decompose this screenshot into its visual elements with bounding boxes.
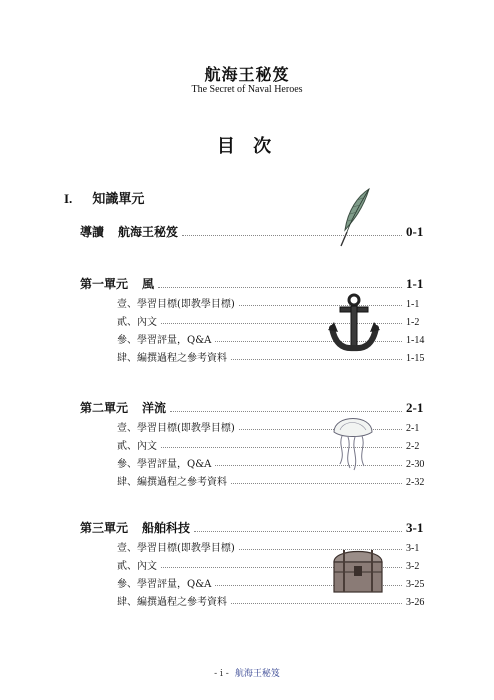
toc-row-intro[interactable] [0,222,494,240]
part-number: I. [64,191,73,206]
intro-title: 航海王秘笈 [118,225,179,239]
sub-page: 1-14 [406,335,425,346]
intro-page: 0-1 [406,224,424,239]
sub-label: 貳、內文 [117,441,157,452]
dot-leader [231,359,402,360]
sub-page: 3-2 [406,561,420,572]
toc-row-sub[interactable] [0,536,494,554]
toc-row-unit-3[interactable] [0,518,494,536]
footer-text: 航海王秘笈 [234,669,280,679]
sub-label: 貳、內文 [117,317,157,328]
sub-label: 參、學習評量，Q&A [117,579,212,590]
toc-row-sub[interactable] [0,292,494,310]
dot-leader [158,287,402,288]
sub-label: 肆、編撰過程之參考資料 [117,477,227,488]
sub-label: 壹、學習目標(即教學目標) [117,423,235,434]
document-subtitle: The Secret of Naval Heroes [191,84,303,95]
toc-row-sub[interactable] [0,554,494,572]
footer-page-number: - i - [214,669,229,679]
unit-page: 2-1 [406,400,424,415]
unit-page: 3-1 [406,520,424,535]
unit-title: 洋流 [142,401,167,415]
unit-label: 第三單元 [80,521,129,535]
toc-row-sub[interactable] [0,346,494,364]
sub-page: 2-32 [406,477,425,488]
sub-page: 2-30 [406,459,425,470]
part-heading [64,188,144,207]
intro-label: 導讀 [80,225,105,239]
unit-title: 船舶科技 [142,521,191,535]
sub-label: 貳、內文 [117,561,157,572]
sub-page: 1-1 [406,299,420,310]
dot-leader [231,483,402,484]
feather-quill-icon [336,186,374,250]
sub-page: 2-1 [406,423,420,434]
sub-label: 參、學習評量，Q&A [117,335,212,346]
toc-row-sub[interactable] [0,416,494,434]
treasure-chest-icon [330,544,386,596]
dot-leader [239,429,402,430]
unit-label: 第二單元 [80,401,129,415]
toc-row-sub[interactable] [0,590,494,608]
dot-leader [231,603,402,604]
part-title: 知識單元 [92,192,145,207]
toc-row-sub[interactable] [0,310,494,328]
page-footer [0,666,494,679]
sub-label: 肆、編撰過程之參考資料 [117,597,227,608]
toc-row-unit-2[interactable] [0,398,494,416]
sub-page: 3-1 [406,543,420,554]
toc-row-unit-1[interactable] [0,274,494,292]
sub-page: 3-26 [406,597,425,608]
toc-heading: 目 次 [216,136,278,157]
toc-row-sub[interactable] [0,328,494,346]
document-title: 航海王秘笈 [204,65,290,84]
sub-page: 1-15 [406,353,425,364]
toc-row-sub[interactable] [0,434,494,452]
toc-row-sub[interactable] [0,452,494,470]
toc-row-sub[interactable] [0,470,494,488]
sub-label: 壹、學習目標(即教學目標) [117,543,235,554]
sub-page: 3-25 [406,579,425,590]
toc-row-sub[interactable] [0,572,494,590]
dot-leader [194,531,402,532]
sub-page: 1-2 [406,317,420,328]
unit-page: 1-1 [406,276,424,291]
sub-label: 肆、編撰過程之參考資料 [117,353,227,364]
jellyfish-icon [330,408,376,472]
unit-label: 第一單元 [80,277,129,291]
anchor-icon [326,292,382,358]
sub-page: 2-2 [406,441,420,452]
unit-title: 風 [142,277,155,291]
sub-label: 壹、學習目標(即教學目標) [117,299,235,310]
sub-label: 參、學習評量，Q&A [117,459,212,470]
